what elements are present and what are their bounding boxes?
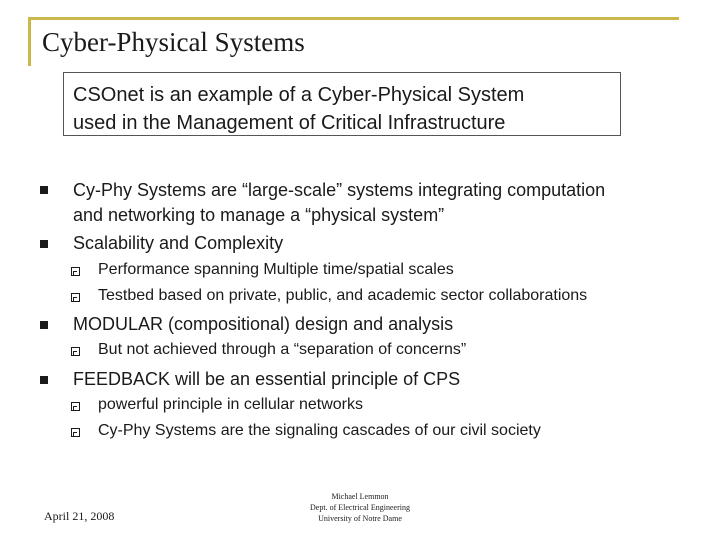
bullet-square-icon [40, 321, 48, 329]
bullet-2-line-1: Scalability and Complexity [73, 233, 284, 253]
callout-line-1: CSOnet is an example of a Cyber-Physical System [73, 84, 525, 106]
footer-dept: Dept. of Electrical Engineering [310, 503, 410, 512]
bullet-4-sub-1: powerful principle in cellular networks [98, 396, 364, 413]
bullet-2-sub-2: Testbed based on private, public, and academic sector collaborations [98, 287, 588, 304]
bullet-4-sub-2: Cy-Phy Systems are the signaling cascades of our civil society [98, 422, 541, 439]
footer-credits [250, 491, 470, 524]
callout-line-2: used in the Management of Critical Infrastructure [73, 112, 506, 134]
bullet-2-sub-1: Performance spanning Multiple time/spatial scales [98, 261, 454, 278]
slide-title: Cyber-Physical Systems [42, 27, 305, 57]
sub-bullet-checkbox-icon [71, 402, 80, 411]
title-frame-left-rule [28, 17, 31, 66]
title-frame-top-rule [28, 17, 679, 20]
footer-author: Michael Lemmon [331, 492, 389, 501]
bullet-3-sub-1: But not achieved through a “separation of concerns” [98, 341, 467, 358]
bullet-square-icon [40, 186, 48, 194]
sub-bullet-checkbox-icon [71, 267, 80, 276]
bullet-3-line-1: MODULAR (compositional) design and analysis [73, 314, 454, 334]
bullet-1-line-2: and networking to manage a “physical system” [73, 205, 445, 225]
sub-bullet-checkbox-icon [71, 347, 80, 356]
sub-bullet-checkbox-icon [71, 293, 80, 302]
bullet-4-line-1: FEEDBACK will be an essential principle of CPS [73, 369, 461, 389]
bullet-1-line-1: Cy-Phy Systems are “large-scale” systems integrating computation [73, 180, 606, 200]
footer-university: University of Notre Dame [318, 514, 402, 523]
bullet-square-icon [40, 240, 48, 248]
sub-bullet-checkbox-icon [71, 428, 80, 437]
callout-box [63, 72, 621, 136]
bullet-square-icon [40, 376, 48, 384]
footer-date: April 21, 2008 [44, 509, 115, 523]
